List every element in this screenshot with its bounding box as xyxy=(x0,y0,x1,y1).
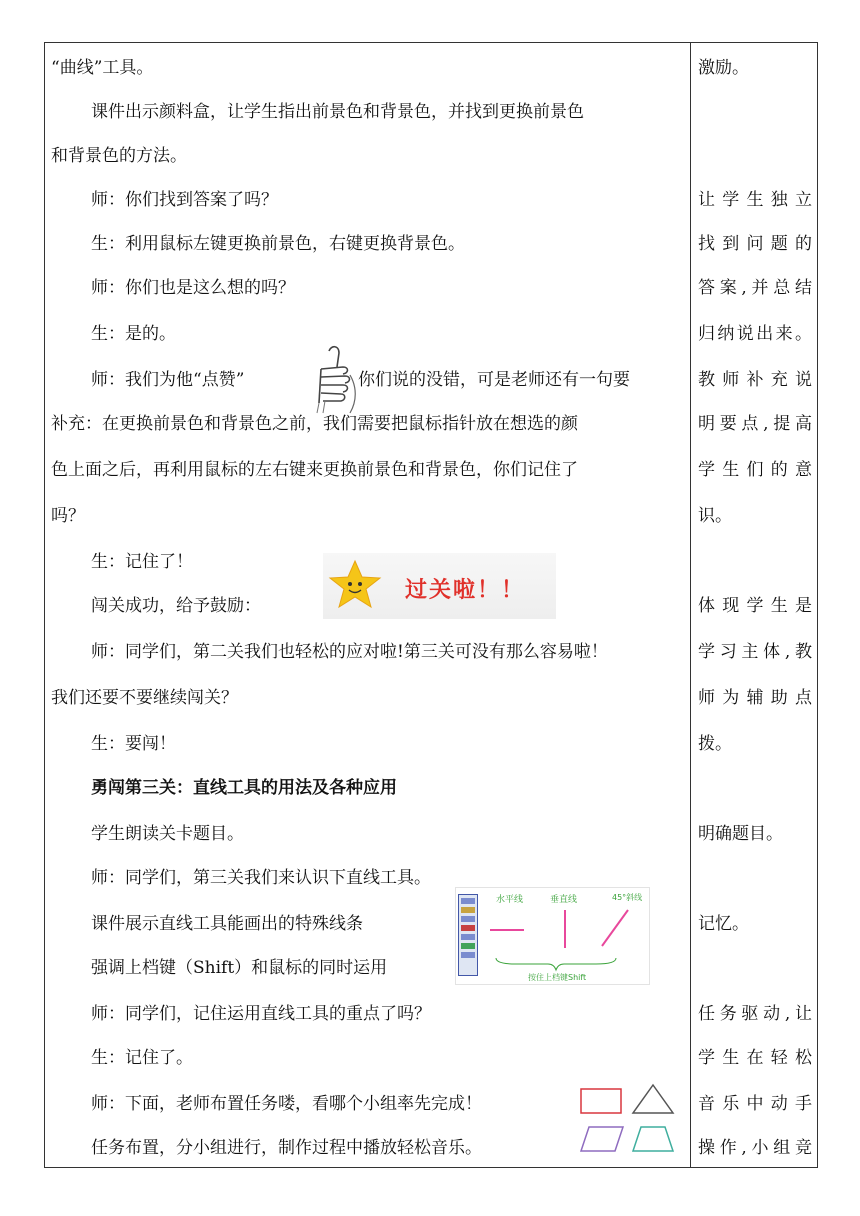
note-line: 学生在轻松 xyxy=(698,1048,812,1068)
text-line: 强调上档键（Shift）和鼠标的同时运用 xyxy=(91,958,388,978)
text-line: 师：你们也是这么想的吗？ xyxy=(91,278,295,298)
note-line: 明要点,提高 xyxy=(698,414,812,434)
success-badge-image xyxy=(323,553,556,619)
label-diagonal: 45°斜线 xyxy=(612,893,643,902)
text-line: 生：要闯！ xyxy=(91,734,176,754)
text-line: 师：同学们，第二关我们也轻松的应对啦!第三关可没有那么容易啦！ xyxy=(91,642,608,662)
shapes-image xyxy=(575,1079,679,1159)
lesson-content-column xyxy=(45,43,690,1167)
badge-text: 过关啦！！ xyxy=(405,578,526,603)
text-line: 生：记住了！ xyxy=(91,552,193,572)
note-line: 体现学生是 xyxy=(698,596,812,616)
label-vertical: 垂直线 xyxy=(550,895,578,905)
note-line: 答案,并总结 xyxy=(698,278,812,298)
note-line: 激励。 xyxy=(698,58,749,78)
note-line: 操作,小组竞 xyxy=(698,1138,812,1158)
text-line: 我们还要不要继续闯关？ xyxy=(51,688,238,708)
text-line: 生：利用鼠标左键更换前景色，右键更换背景色。 xyxy=(91,234,465,254)
text-line: 任务布置，分小组进行，制作过程中播放轻松音乐。 xyxy=(91,1138,482,1158)
note-line: 拨。 xyxy=(698,734,732,754)
text-line: 生：记住了。 xyxy=(91,1048,193,1068)
text-line: 和背景色的方法。 xyxy=(51,146,187,166)
note-line: 任务驱动,让 xyxy=(698,1004,812,1024)
text-line: 吗？ xyxy=(51,506,85,526)
note-line: 识。 xyxy=(698,506,732,526)
note-line: 找到问题的 xyxy=(698,234,812,254)
label-horizontal: 水平线 xyxy=(496,895,524,905)
note-line: 明确题目。 xyxy=(698,824,783,844)
note-line: 学习主体,教 xyxy=(698,642,812,662)
text-line: 师：你们找到答案了吗？ xyxy=(91,190,278,210)
text-line: 学生朗读关卡题目。 xyxy=(91,824,244,844)
text-line: 课件出示颜料盒，让学生指出前景色和背景色，并找到更换前景色 xyxy=(91,102,584,122)
line-tool-image xyxy=(455,887,650,985)
trapezoid-shape xyxy=(633,1127,673,1151)
note-line: 记忆。 xyxy=(698,914,749,934)
text-line: 色上面之后，再利用鼠标的左右键来更换前景色和背景色，你们记住了 xyxy=(51,460,578,480)
note-line: 音乐中动手 xyxy=(698,1094,812,1114)
note-line: 让学生独立 xyxy=(698,190,812,210)
parallelogram-shape xyxy=(581,1127,623,1151)
triangle-shape xyxy=(633,1085,673,1113)
text-line: 师：同学们，第三关我们来认识下直线工具。 xyxy=(91,868,431,888)
note-line: 教师补充说 xyxy=(698,370,812,390)
section-heading: 勇闯第三关：直线工具的用法及各种应用 xyxy=(91,778,397,798)
text-line: 你们说的没错，可是老师还有一句要 xyxy=(358,370,630,390)
notes-column xyxy=(691,43,819,1167)
lesson-table xyxy=(44,42,818,1168)
text-line: 闯关成功，给予鼓励： xyxy=(91,596,261,616)
shift-caption: 按住上档键Shift xyxy=(528,973,587,982)
note-line: 学生们的意 xyxy=(698,460,812,480)
rectangle-shape xyxy=(581,1089,621,1113)
note-line: 归纳说出来。 xyxy=(698,324,812,344)
text-line: 课件展示直线工具能画出的特殊线条 xyxy=(91,914,363,934)
text-line: 师：同学们，记住运用直线工具的重点了吗？ xyxy=(91,1004,431,1024)
text-line: 生：是的。 xyxy=(91,324,176,344)
text-line: “曲线”工具。 xyxy=(51,58,154,78)
text-line: 补充：在更换前景色和背景色之前，我们需要把鼠标指针放在想选的颜 xyxy=(51,414,578,434)
text-line: 师：下面，老师布置任务喽，看哪个小组率先完成！ xyxy=(91,1094,482,1114)
note-line: 师为辅助点 xyxy=(698,688,812,708)
text-line: 师：我们为他“点赞” xyxy=(91,370,245,390)
